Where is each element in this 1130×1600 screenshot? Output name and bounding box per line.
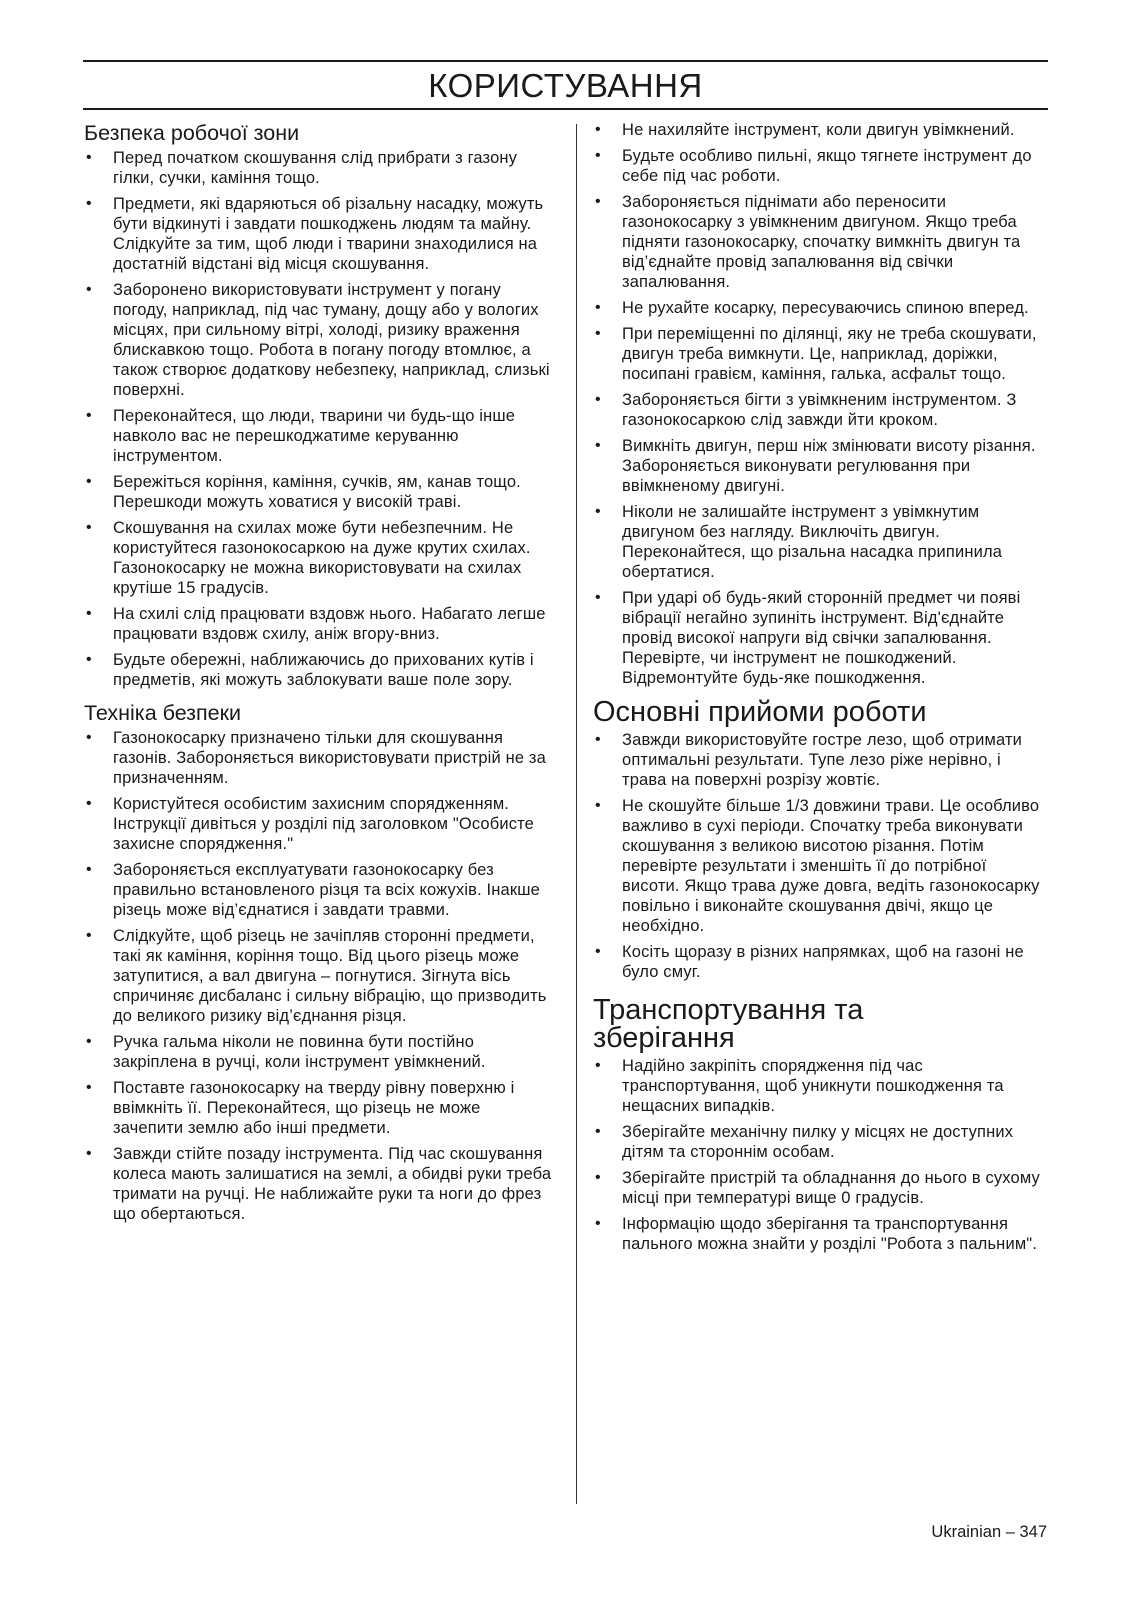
- list-item: • На схилі слід працювати вздовж нього. Набагато легше працювати вздовж схилу, аніж вгору-вниз.: [84, 604, 554, 644]
- left-column: [84, 120, 554, 1230]
- list-item: • Забороняється піднімати або переносити газонокосарку з увімкненим двигуном. Якщо треба підняти газонокосарку, спочатку вимкніть двигун та від’єднайте провід запалювання від свічки запалювання.: [593, 192, 1048, 292]
- list-item: • Заборонено використовувати інструмент у погану погоду, наприклад, під час туману, дощу або у вологих місцях, при сильному вітрі, холоді, ризику враження блискавкою тощо. Робота в погану погоду втомлює, а також створює додаткову небезпеку, наприклад, слизькі поверхні.: [84, 280, 554, 400]
- basic-techniques-list: [593, 730, 1048, 982]
- list-item: • Перед початком скошування слід прибрати з газону гілки, сучки, каміння тощо.: [84, 148, 554, 188]
- list-item: • Ніколи не залишайте інструмент з увімкнутим двигуном без нагляду. Виключіть двигун. Переконайтеся, що різальна насадка припинила обертатися.: [593, 502, 1048, 582]
- section-title-basic-techniques: Основні прийоми роботи: [593, 696, 927, 728]
- list-item: • Користуйтеся особистим захисним спорядженням. Інструкції дивіться у розділі під заголовком "Особисте захисне спорядження.": [84, 794, 554, 854]
- list-item: • Будьте обережні, наближаючись до прихованих кутів і предметів, які можуть заблокувати ваше поле зору.: [84, 650, 554, 690]
- section-title-work-area-safety: Безпека робочої зони: [84, 121, 300, 145]
- list-item: • Надійно закріпіть спорядження під час транспортування, щоб уникнути пошкодження та нещасних випадків.: [593, 1056, 1048, 1116]
- list-item: • Газонокосарку призначено тільки для скошування газонів. Забороняється використовувати пристрій не за призначенням.: [84, 728, 554, 788]
- list-item: • Вимкніть двигун, перш ніж змінювати висоту різання. Забороняється виконувати регулювання при ввімкненому двигуні.: [593, 436, 1048, 496]
- list-item: • Ручка гальма ніколи не повинна бути постійно закріплена в ручці, коли інструмент увімкнений.: [84, 1032, 554, 1072]
- list-item: • Забороняється експлуатувати газонокосарку без правильно встановленого різця та всіх кожухів. Інакше різець може від’єднатися і завдати травми.: [84, 860, 554, 920]
- list-item: • При переміщенні по ділянці, яку не треба скошувати, двигун треба вимкнути. Це, наприклад, доріжки, посипані гравієм, каміння, галька, асфальт тощо.: [593, 324, 1048, 384]
- section-title-line: зберігання: [593, 1022, 735, 1054]
- safety-technique-list: [84, 728, 554, 1224]
- section-title-transport-storage: [593, 996, 1048, 1052]
- column-divider: [576, 124, 577, 1504]
- work-area-safety-list: [84, 148, 554, 690]
- list-item: • Переконайтеся, що люди, тварини чи будь-що інше навколо вас не перешкоджатиме керуванню інструментом.: [84, 406, 554, 466]
- list-item: • Предмети, які вдаряються об різальну насадку, можуть бути відкинуті і завдати пошкоджень людям та майну. Слідкуйте за тим, щоб люди і тварини знаходилися на достатній відстані від місця скошування.: [84, 194, 554, 274]
- list-item: • Зберігайте пристрій та обладнання до нього в сухому місці при температурі вище 0 градусів.: [593, 1168, 1048, 1208]
- list-item: • При ударі об будь-який сторонній предмет чи появі вібрації негайно зупиніть інструмент. Від'єднайте провід високої напруги від свічки запалювання. Перевірте, чи інструмент не пошкоджений. Відремонтуйте будь-яке пошкодження.: [593, 588, 1048, 688]
- transport-storage-list: [593, 1056, 1048, 1254]
- list-item: • Зберігайте механічну пилку у місцях не доступних дітям та стороннім особам.: [593, 1122, 1048, 1162]
- list-item: • Слідкуйте, щоб різець не зачіпляв сторонні предмети, такі як каміння, коріння тощо. Від цього різець може затупитися, а вал двигуна – погнутися. Зігнута вісь спричиняє дисбаланс і сильну вібрацію, що призводить до великого ризику від’єднання різця.: [84, 926, 554, 1026]
- list-item: • Скошування на схилах може бути небезпечним. Не користуйтеся газонокосаркою на дуже крутих схилах. Газонокосарку не можна використовувати на схилах крутіше 15 градусів.: [84, 518, 554, 598]
- list-item: • Будьте особливо пильні, якщо тягнете інструмент до себе під час роботи.: [593, 146, 1048, 186]
- list-item: • Завжди стійте позаду інструмента. Під час скошування колеса мають залишатися на землі, а обидві руки треба тримати на ручці. Не наближайте руки та ноги до фрез що обертаються.: [84, 1144, 554, 1224]
- list-item: • Не рухайте косарку, пересуваючись спиною вперед.: [593, 298, 1048, 318]
- list-item: • Забороняється бігти з увімкненим інструментом. З газонокосаркою слід завжди йти кроком.: [593, 390, 1048, 430]
- list-item: • Косіть щоразу в різних напрямках, щоб на газоні не було смуг.: [593, 942, 1048, 982]
- page-title: КОРИСТУВАННЯ: [428, 67, 703, 104]
- right-column: [593, 120, 1048, 1260]
- safety-technique-continued-list: [593, 120, 1048, 688]
- list-item: • Поставте газонокосарку на тверду рівну поверхню і ввімкніть її. Переконайтеся, що різець не може зачепити землю або інші предмети.: [84, 1078, 554, 1138]
- page-number: Ukrainian – 347: [931, 1523, 1047, 1541]
- list-item: • Бережіться коріння, каміння, сучків, ям, канав тощо. Перешкоди можуть ховатися у високій траві.: [84, 472, 554, 512]
- section-title-line: Транспортування та: [593, 994, 864, 1026]
- section-title-safety-technique: Техніка безпеки: [84, 701, 242, 725]
- list-item: • Не скошуйте більше 1/3 довжини трави. Це особливо важливо в сухі періоди. Спочатку треба виконувати скошування з великою висотою різання. Потім перевірте результати і зменшіть її до потрібної висоти. Якщо трава дуже довга, ведіть газонокосарку повільно і виконайте скошування двічі, якщо це необхідно.: [593, 796, 1048, 936]
- page-header: [83, 60, 1048, 110]
- list-item: • Інформацію щодо зберігання та транспортування пального можна знайти у розділі "Робота з пальним".: [593, 1214, 1048, 1254]
- list-item: • Не нахиляйте інструмент, коли двигун увімкнений.: [593, 120, 1048, 140]
- list-item: • Завжди використовуйте гостре лезо, щоб отримати оптимальні результати. Тупе лезо ріже нерівно, і трава на поверхні розрізу жовтіє.: [593, 730, 1048, 790]
